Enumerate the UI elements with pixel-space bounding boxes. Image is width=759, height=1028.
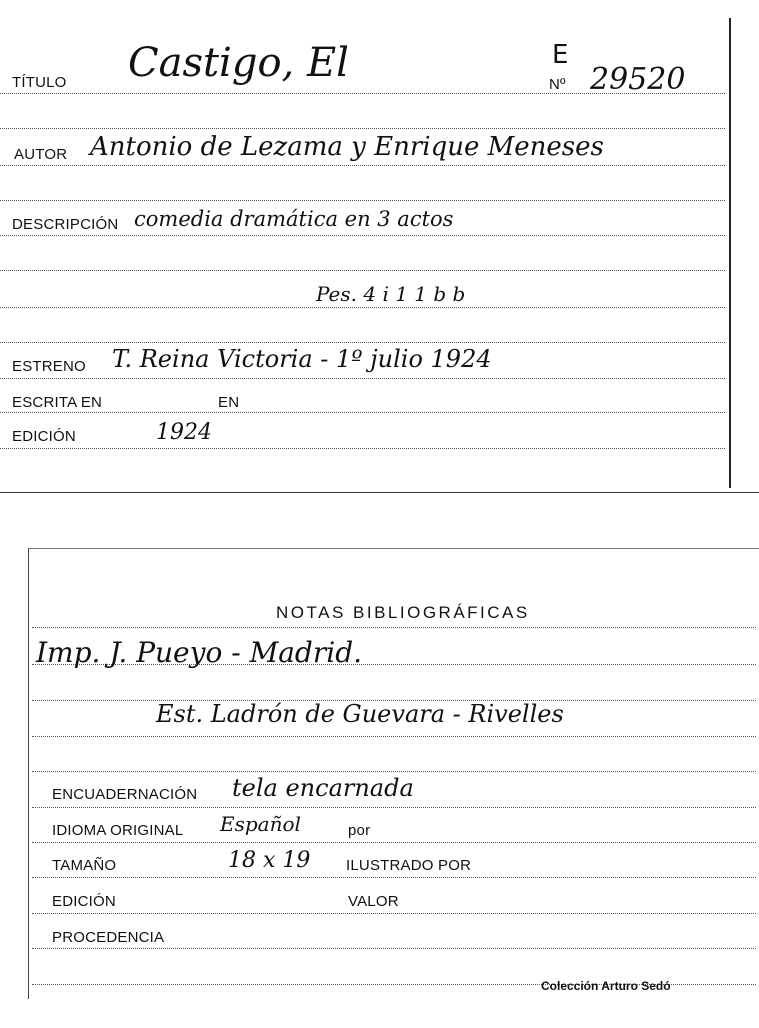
edicion-value: 1924 [156,420,212,445]
escrita-en-label: ESCRITA EN [12,394,103,411]
numero-value: 29520 [590,62,686,97]
descripcion-label: DESCRIPCIÓN [12,216,119,233]
valor-label: VALOR [348,893,399,910]
edicion-label: EDICIÓN [12,428,76,445]
card2-rule [32,807,756,808]
idioma-original-label: IDIOMA ORIGINAL [52,822,184,839]
card2-rule [32,948,756,949]
encuadernacion-label: ENCUADERNACIÓN [52,786,198,803]
pesos-note: Pes. 4 i 1 1 b b [316,282,466,306]
card1-rule [0,378,725,379]
estreno-value: T. Reina Victoria - 1º julio 1924 [112,345,492,373]
edicion2-label: EDICIÓN [52,893,116,910]
card2-rule [32,771,756,772]
card2-rule [32,627,756,628]
ilustrado-por-label: ILUSTRADO POR [346,857,472,874]
titulo-label: TÍTULO [12,74,67,91]
card1-rule [0,412,725,413]
estreno-label: ESTRENO [12,358,86,375]
por-label: por [348,822,371,839]
card2-rule [32,913,756,914]
tamano-value: 18 x 19 [228,848,311,873]
corner-mark: E [552,40,569,70]
card1-rule [0,307,725,308]
autor-value: Antonio de Lezama y Enrique Meneses [90,132,604,162]
note-line-1: Imp. J. Pueyo - Madrid. [36,636,363,669]
procedencia-label: PROCEDENCIA [52,929,165,946]
card1-rule [0,342,725,343]
card-divider [0,492,759,493]
card1-rule [0,448,725,449]
card1-rule [0,200,725,201]
escrita-en-en-label: EN [218,394,240,411]
numero-label: Nº [549,76,566,93]
card1-rule [0,165,725,166]
descripcion-value: comedia dramática en 3 actos [134,207,454,231]
note-line-2: Est. Ladrón de Guevara - Rivelles [156,700,564,728]
idioma-original-value: Español [220,812,301,836]
card1-rule [0,270,725,271]
coleccion-credit: Colección Arturo Sedó [541,979,671,993]
card1-rule [0,128,725,129]
titulo-value: Castigo, El [128,40,349,86]
autor-label: AUTOR [14,146,68,163]
notas-heading: NOTAS BIBLIOGRÁFICAS [276,603,530,622]
card2-rule [32,842,756,843]
card2-rule [32,736,756,737]
card1-rule [0,235,725,236]
encuadernacion-value: tela encarnada [232,774,414,802]
card2-rule [32,877,756,878]
tamano-label: TAMAÑO [52,857,117,874]
